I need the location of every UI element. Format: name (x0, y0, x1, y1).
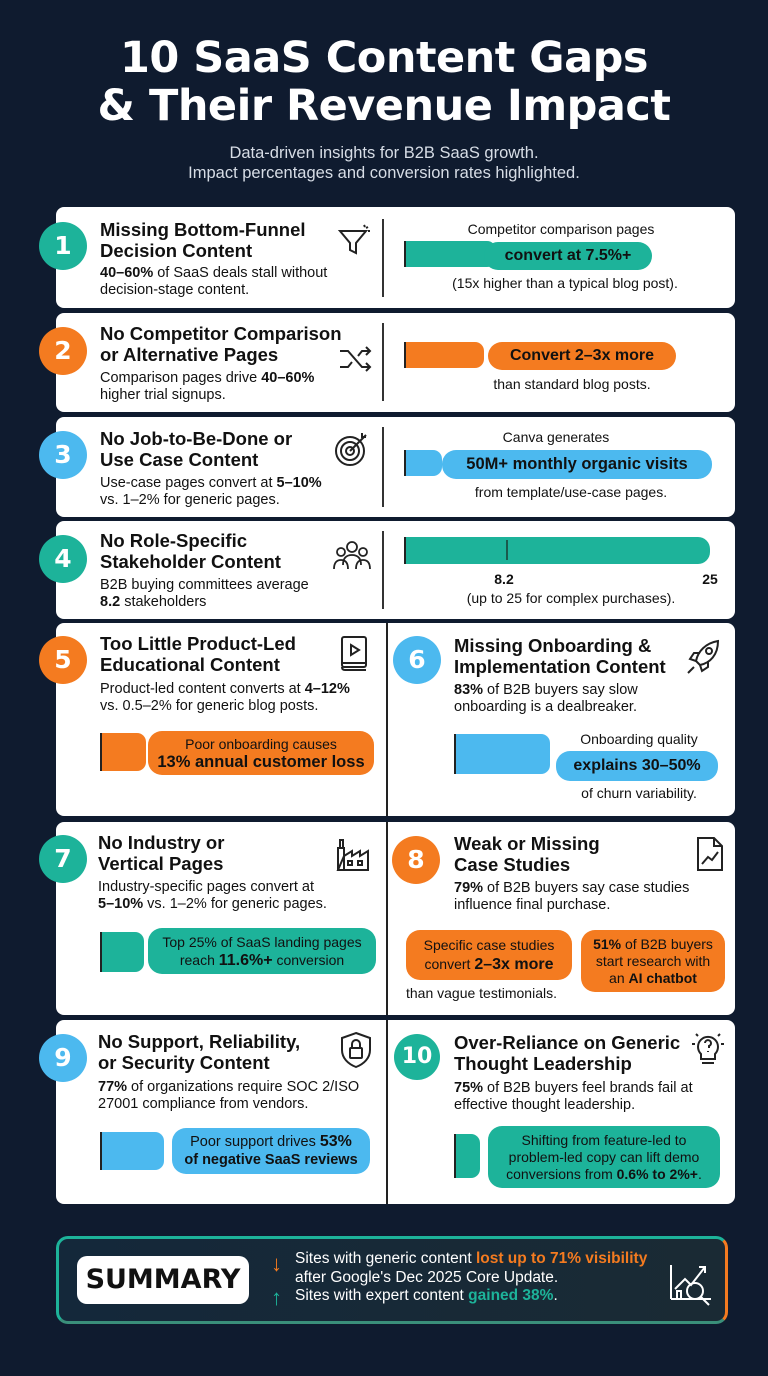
gap-2-body-text: Comparison pages drive (100, 370, 262, 386)
gap-2-body-text-2: higher trial signups. (100, 387, 226, 403)
gap-5-body-text: Product-led content converts at (100, 681, 305, 697)
factory-icon (334, 834, 374, 874)
gap-10-title-line-1: Over-Reliance on Generic (454, 1032, 681, 1053)
summary-line-1 (295, 1250, 647, 1269)
funnel-icon (334, 221, 374, 261)
gap-1-card (56, 207, 735, 308)
gap-6-stat-bottom: of churn variability. (581, 785, 697, 801)
gap-10-title (454, 1032, 680, 1074)
gap-5-title-line-1: Too Little Product-Led (100, 633, 296, 654)
gap-4-tick-max: 25 (702, 571, 718, 587)
gap-9-body-text: of organizations require SOC 2/ISO (127, 1079, 360, 1095)
gap-3-body-text: Use-case pages convert at (100, 475, 277, 491)
gap-9-bar (100, 1132, 164, 1170)
gap-7-pill-line-1: Top 25% of SaaS landing pages (162, 933, 362, 950)
gap-7-pill-text: reach (179, 951, 219, 968)
gap-8-pill-a-line-1: Specific case studies (423, 937, 555, 953)
gap-9-badge: 9 (39, 1034, 87, 1082)
gap-8-stat-pill-a (406, 930, 572, 980)
gap-2-stat-pill: Convert 2–3x more (488, 342, 676, 370)
gap-3-bar (404, 450, 442, 476)
gap-5-body (100, 681, 390, 715)
gap-8-note: than vague testimonials. (406, 985, 557, 1001)
gap-5-pill-line-2: 13% annual customer loss (157, 753, 365, 771)
gap-9-pill-text: Poor support drives (190, 1134, 320, 1150)
gap-7-title (98, 832, 224, 874)
gap-1-badge: 1 (39, 222, 87, 270)
gap-2-card (56, 313, 735, 412)
gap-5-stat-pill (148, 731, 374, 775)
gap-2-body-bold: 40–60% (261, 370, 315, 386)
arrow-down-icon: ↓ (271, 1251, 282, 1276)
gap-3-body (100, 475, 390, 509)
gap-4-body-text-2: stakeholders (120, 594, 207, 610)
gap-8-pill-a-bold: 2–3x more (474, 956, 554, 973)
gap-2-badge: 2 (39, 327, 87, 375)
gap-6-body-bold: 83% (454, 682, 484, 698)
gap-8-badge: 8 (392, 836, 440, 884)
gap-3-card (56, 417, 735, 517)
gap-7-body (98, 879, 378, 913)
gap-3-stat-top: Canva generates (502, 429, 610, 445)
gap-8-title-line-2: Case Studies (454, 854, 571, 875)
document-chart-icon (690, 834, 730, 874)
gap-6-bar (454, 734, 550, 774)
gap-8-pill-b-line-1 (593, 936, 713, 953)
gap-8-body-text: of B2B buyers say case studies (483, 880, 690, 896)
gap-8-stat-pill-b (581, 930, 725, 992)
gap-9-title-line-2: or Security Content (98, 1052, 270, 1073)
summary-line-1-text: Sites with generic content (295, 1250, 476, 1267)
gap-1-stat-bottom: (15x higher than a typical blog post). (452, 275, 678, 291)
gap-2-title-line-2: or Alternative Pages (100, 344, 279, 365)
gap-9-pill-bold: 53% (319, 1133, 352, 1150)
summary-line-3-highlight: gained 38% (468, 1287, 554, 1304)
summary-line-2: after Google's Dec 2025 Core Update. (295, 1268, 559, 1286)
gap-9-card (56, 1020, 386, 1204)
gap-3-body-text-2: vs. 1–2% for generic pages. (100, 492, 280, 508)
gap-4-bar-marker (506, 540, 508, 560)
title-line-2: & Their Revenue Impact (97, 81, 671, 131)
gap-3-divider (382, 427, 384, 507)
gap-4-title-line-1: No Role-Specific (100, 530, 247, 551)
gap-3-stat-pill: 50M+ monthly organic visits (442, 450, 712, 479)
gap-10-pill-bold: 0.6% to 2%+ (616, 1165, 698, 1182)
gap-6-stat-pill: explains 30–50% (556, 751, 718, 781)
gap-6-title (454, 635, 666, 677)
gap-10-body-text-2: effective thought leadership. (454, 1097, 636, 1113)
gap-4-title (100, 530, 281, 572)
gap-6-body-text-2: onboarding is a dealbreaker. (454, 699, 637, 715)
gap-10-pill-line-2: problem-led copy can lift demo (508, 1148, 700, 1165)
gap-10-bar (454, 1134, 480, 1178)
gap-10-stat-pill (488, 1126, 720, 1188)
gap-1-body-text-2: decision-stage content. (100, 282, 250, 298)
target-icon (332, 429, 372, 469)
gap-7-badge: 7 (39, 835, 87, 883)
gap-7-bar (100, 932, 144, 972)
chart-magnifier-icon (667, 1255, 715, 1307)
gap-10-body-bold: 75% (454, 1080, 484, 1096)
page-title (0, 34, 768, 130)
summary-line-1-highlight: lost up to 71% visibility (475, 1250, 648, 1267)
gap-3-badge: 3 (39, 431, 87, 479)
gap-9-body-bold: 77% (98, 1079, 128, 1095)
gap-4-body-text: B2B buying committees average (100, 577, 309, 593)
gap-8-pill-b-text: of B2B buyers (621, 935, 713, 952)
video-book-icon (334, 633, 374, 673)
gap-4-card (56, 521, 735, 619)
summary-line-3-text: Sites with expert content (295, 1287, 469, 1304)
gap-1-title-line-1: Missing Bottom-Funnel (100, 219, 306, 240)
gap-3-body-bold: 5–10% (276, 475, 322, 491)
gap-4-title-line-2: Stakeholder Content (100, 551, 281, 572)
gap-8-pill-a-line-2 (425, 955, 554, 974)
gap-9-pill-line-2: of negative SaaS reviews (184, 1152, 358, 1168)
gap-8-pill-b-line-3 (609, 970, 697, 987)
gap-9-pill-line-1 (190, 1133, 352, 1151)
gap-10-title-line-2: Thought Leadership (454, 1053, 632, 1074)
gap-1-body-text: of SaaS deals stall without (153, 265, 328, 281)
gap-9-title (98, 1031, 300, 1073)
gap-3-title-line-1: No Job-to-Be-Done or (100, 428, 293, 449)
gap-10-pill-line-1: Shifting from feature-led to (521, 1131, 687, 1148)
gap-3-title-line-2: Use Case Content (100, 449, 259, 470)
gap-8-pill-b-line-2: start research with (595, 952, 711, 969)
gap-8-body-bold: 79% (454, 880, 484, 896)
page-subtitle (0, 143, 768, 183)
gap-10-body-text: of B2B buyers feel brands fail at (483, 1080, 693, 1096)
gap-4-body-bold: 8.2 (100, 594, 121, 610)
gap-1-body (100, 265, 390, 299)
gap-1-body-bold: 40–60% (100, 265, 154, 281)
gap-7-title-line-1: No Industry or (98, 832, 225, 853)
arrow-up-icon: ↑ (271, 1285, 282, 1310)
gap-7-stat-pill (148, 928, 376, 974)
gap-6-title-line-2: Implementation Content (454, 656, 666, 677)
gap-4-stat-bottom: (up to 25 for complex purchases). (466, 590, 676, 606)
gap-8-title (454, 833, 600, 875)
gap-8-pill-b-bold-2: AI chatbot (628, 969, 697, 986)
gap-6-body-text: of B2B buyers say slow (483, 682, 638, 698)
gap-1-stat-top: Competitor comparison pages (467, 221, 655, 237)
summary-line-3-end: . (553, 1287, 558, 1304)
gap-9-body (98, 1079, 378, 1113)
gap-6-title-line-1: Missing Onboarding & (454, 635, 652, 656)
gap-2-divider (382, 323, 384, 401)
gap-2-title-line-1: No Competitor Comparison (100, 323, 342, 344)
gap-1-bar (404, 241, 496, 267)
summary-panel (56, 1236, 728, 1324)
gap-1-divider (382, 219, 384, 297)
gap-4-body (100, 577, 390, 611)
gap-10-pill-text-2: . (697, 1165, 702, 1182)
gap-9-title-line-1: No Support, Reliability, (98, 1031, 301, 1052)
gap-4-tick-value: 8.2 (494, 571, 514, 587)
summary-label: SUMMARY (77, 1256, 249, 1304)
gap-10-pill-line-3 (506, 1166, 702, 1183)
gap-2-title (100, 323, 342, 365)
gap-8-body (454, 880, 724, 914)
gap-3-stat-bottom: from template/use-case pages. (474, 484, 668, 500)
gap-1-stat-pill: convert at 7.5%+ (484, 242, 652, 270)
gap-8-body-text-2: influence final purchase. (454, 897, 611, 913)
gap-1-title-line-2: Decision Content (100, 240, 253, 261)
gap-8-pill-a-text: convert (424, 956, 475, 972)
gap-7-card (56, 822, 386, 1015)
subtitle-line-1: Data-driven insights for B2B SaaS growth. (229, 144, 539, 162)
gap-10-badge: 10 (394, 1034, 440, 1080)
gap-6-body (454, 682, 714, 716)
lock-shield-icon (336, 1030, 376, 1070)
gap-6-stat-top: Onboarding quality (580, 731, 698, 747)
gap-5-body-text-2: vs. 0.5–2% for generic blog posts. (100, 698, 319, 714)
team-icon (332, 535, 372, 575)
subtitle-line-2: Impact percentages and conversion rates highlighted. (188, 164, 580, 182)
gap-4-divider (382, 531, 384, 609)
gap-4-badge: 4 (39, 535, 87, 583)
gap-7-pill-line-2 (180, 951, 344, 970)
title-line-1: 10 SaaS Content Gaps (119, 33, 648, 83)
gap-8-pill-b-text-2: an (609, 969, 629, 986)
gap-5-pill-line-1: Poor onboarding causes (185, 736, 337, 752)
gap-8-pill-b-bold: 51% (593, 935, 622, 952)
gap-2-bar (404, 342, 484, 368)
gap-9-stat-pill (172, 1128, 370, 1174)
gap-7-body-text: Industry-specific pages convert at (98, 879, 314, 895)
gap-7-pill-bold: 11.6%+ (218, 951, 273, 969)
gap-4-bar (404, 537, 710, 564)
gap-5-title (100, 633, 296, 675)
summary-text (295, 1250, 647, 1306)
lightbulb-question-icon (688, 1030, 728, 1070)
gap-1-title (100, 219, 306, 261)
gap-7-body-text-2: vs. 1–2% for generic pages. (143, 896, 327, 912)
gap-3-title (100, 428, 292, 470)
gap-5-bar (100, 733, 146, 771)
gap-9-body-text-2: 27001 compliance from vendors. (98, 1096, 309, 1112)
gap-5-card (56, 623, 386, 816)
shuffle-icon (336, 339, 376, 379)
gap-6-badge: 6 (393, 636, 441, 684)
gap-8-title-line-1: Weak or Missing (454, 833, 600, 854)
gap-10-pill-text: conversions from (506, 1165, 617, 1182)
rocket-icon (684, 637, 724, 677)
gap-7-body-bold: 5–10% (98, 896, 144, 912)
gap-7-pill-text-2: conversion (272, 951, 345, 968)
gap-2-stat-bottom: than standard blog posts. (493, 376, 651, 392)
gap-5-badge: 5 (39, 636, 87, 684)
gap-7-title-line-2: Vertical Pages (98, 853, 224, 874)
summary-line-3 (295, 1287, 647, 1306)
gap-10-body (454, 1080, 734, 1114)
gap-5-body-bold: 4–12% (304, 681, 350, 697)
gap-5-title-line-2: Educational Content (100, 654, 280, 675)
